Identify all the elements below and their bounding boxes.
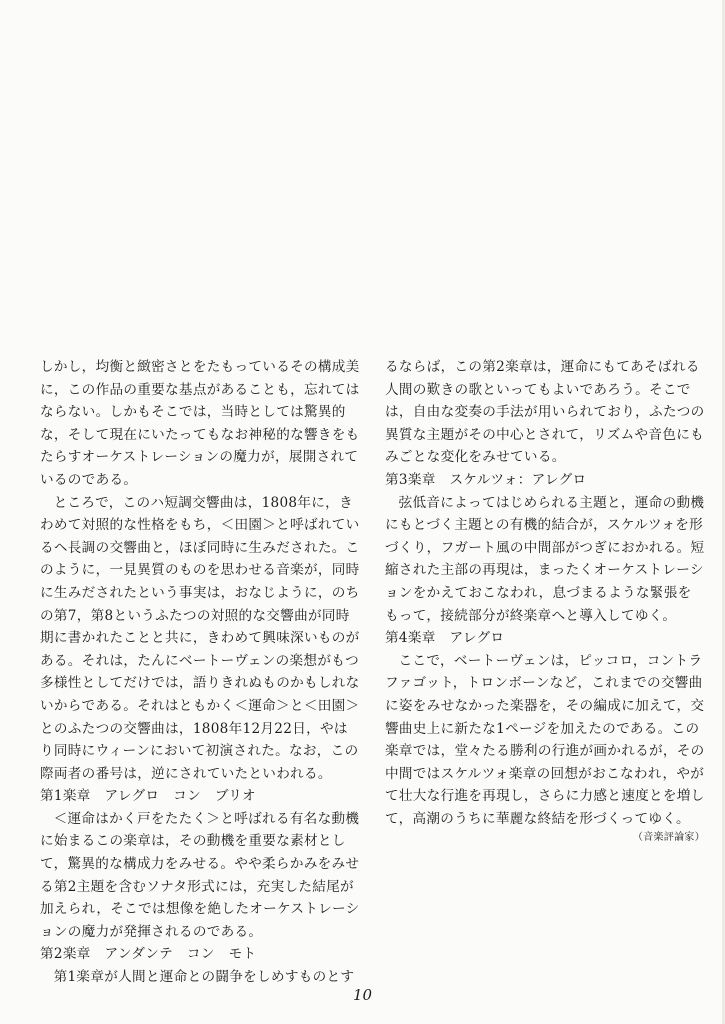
body-paragraph: るならば，この第2楽章は，運命にもてあそばれる人間の歎きの歌といってもよいであろう。そこでは，自由な変奏の手法が用いられており，ふたつの異質な主題がその中心とされて，リズムや音色にもみごとな変化をみせている。: [385, 359, 705, 466]
body-paragraph: 第1楽章が人間と運命との闘争をしめすものとす: [53, 969, 355, 986]
body-paragraph: ＜運命はかく戸をたたく＞と呼ばれる有名な動機に始まるこの楽章は，その動機を重要な素材として，驚異的な構成力をみせる。やや柔らかみをみせる第2主題を含むソナタ形式には，充実した結尾が加えられ，そこでは想像を絶したオーケストレーションの魔力が発揮されるのである。: [40, 810, 360, 940]
movement-heading: 第2楽章 アンダンテ コン モト: [40, 946, 257, 963]
left-text-column: [40, 356, 360, 989]
movement-heading: 第1楽章 アレグロ コン ブリオ: [40, 788, 256, 805]
body-paragraph: ここで，ベートーヴェンは，ピッコロ，コントラファゴット，トロンボーンなど，これまでの交響曲に姿をみせなかった楽器を，その編成に加えて，交響曲史上に新たな1ページを加えたのである。この楽章では，堂々たる勝利の行進が画かれるが，その中間ではスケルツォ楽章の回想がおこなわれ，やがて壮大な行進を再現し，さらに力感と速度とを増して，高潮のうちに華麗な終結を形づくってゆく。: [385, 652, 705, 827]
body-paragraph: ところで，このハ短調交響曲は，1808年に，きわめて対照的な性格をもち，＜田園＞と呼ばれているヘ長調の交響曲と，ほぼ同時に生みだされた。このように，一見異質のものを思わせる音楽が，同時に生みだされたという事実は，おなじように，のちの第7，第8というふたつの対照的な交響曲が同時期に書かれたことと共に，きわめて興味深いものがある。それは，たんにベートーヴェンの楽想がもつ多様性としてだけでは，語りきれぬものかもしれないからである。それはともかく＜運命＞と＜田園＞とのふたつの交響曲は，1808年12月22日，やはり同時にウィーンにおいて初演された。なお，この際両者の番号は，逆にされていたといわれる。: [40, 494, 360, 782]
body-paragraph: 弦低音によってはじめられる主題と，運命の動機にもとづく主題との有機的結合が，スケルツォを形づくり，フガート風の中間部がつぎにおかれる。短縮された主部の再現は，まったくオーケストレーションをかえておこなわれ，息づまるような緊張をもって，接続部分が終楽章へと導入してゆく。: [385, 494, 705, 624]
movement-heading: 第4楽章 アレグロ: [385, 630, 505, 647]
author-credit: （音楽評論家）: [632, 832, 705, 844]
page-number: 10: [352, 986, 373, 1004]
body-paragraph: しかし，均衡と緻密さとをたもっているその構成美に，この作品の重要な基点があることも，忘れてはならない。しかもそこでは，当時としては驚異的な，そして現在にいたってもなお神秘的な響きをもたらすオーケストレーションの魔力が，展開されているのである。: [40, 359, 360, 488]
right-text-column: [385, 356, 705, 846]
movement-heading: 第3楽章 スケルツォ：アレグロ: [385, 471, 587, 488]
